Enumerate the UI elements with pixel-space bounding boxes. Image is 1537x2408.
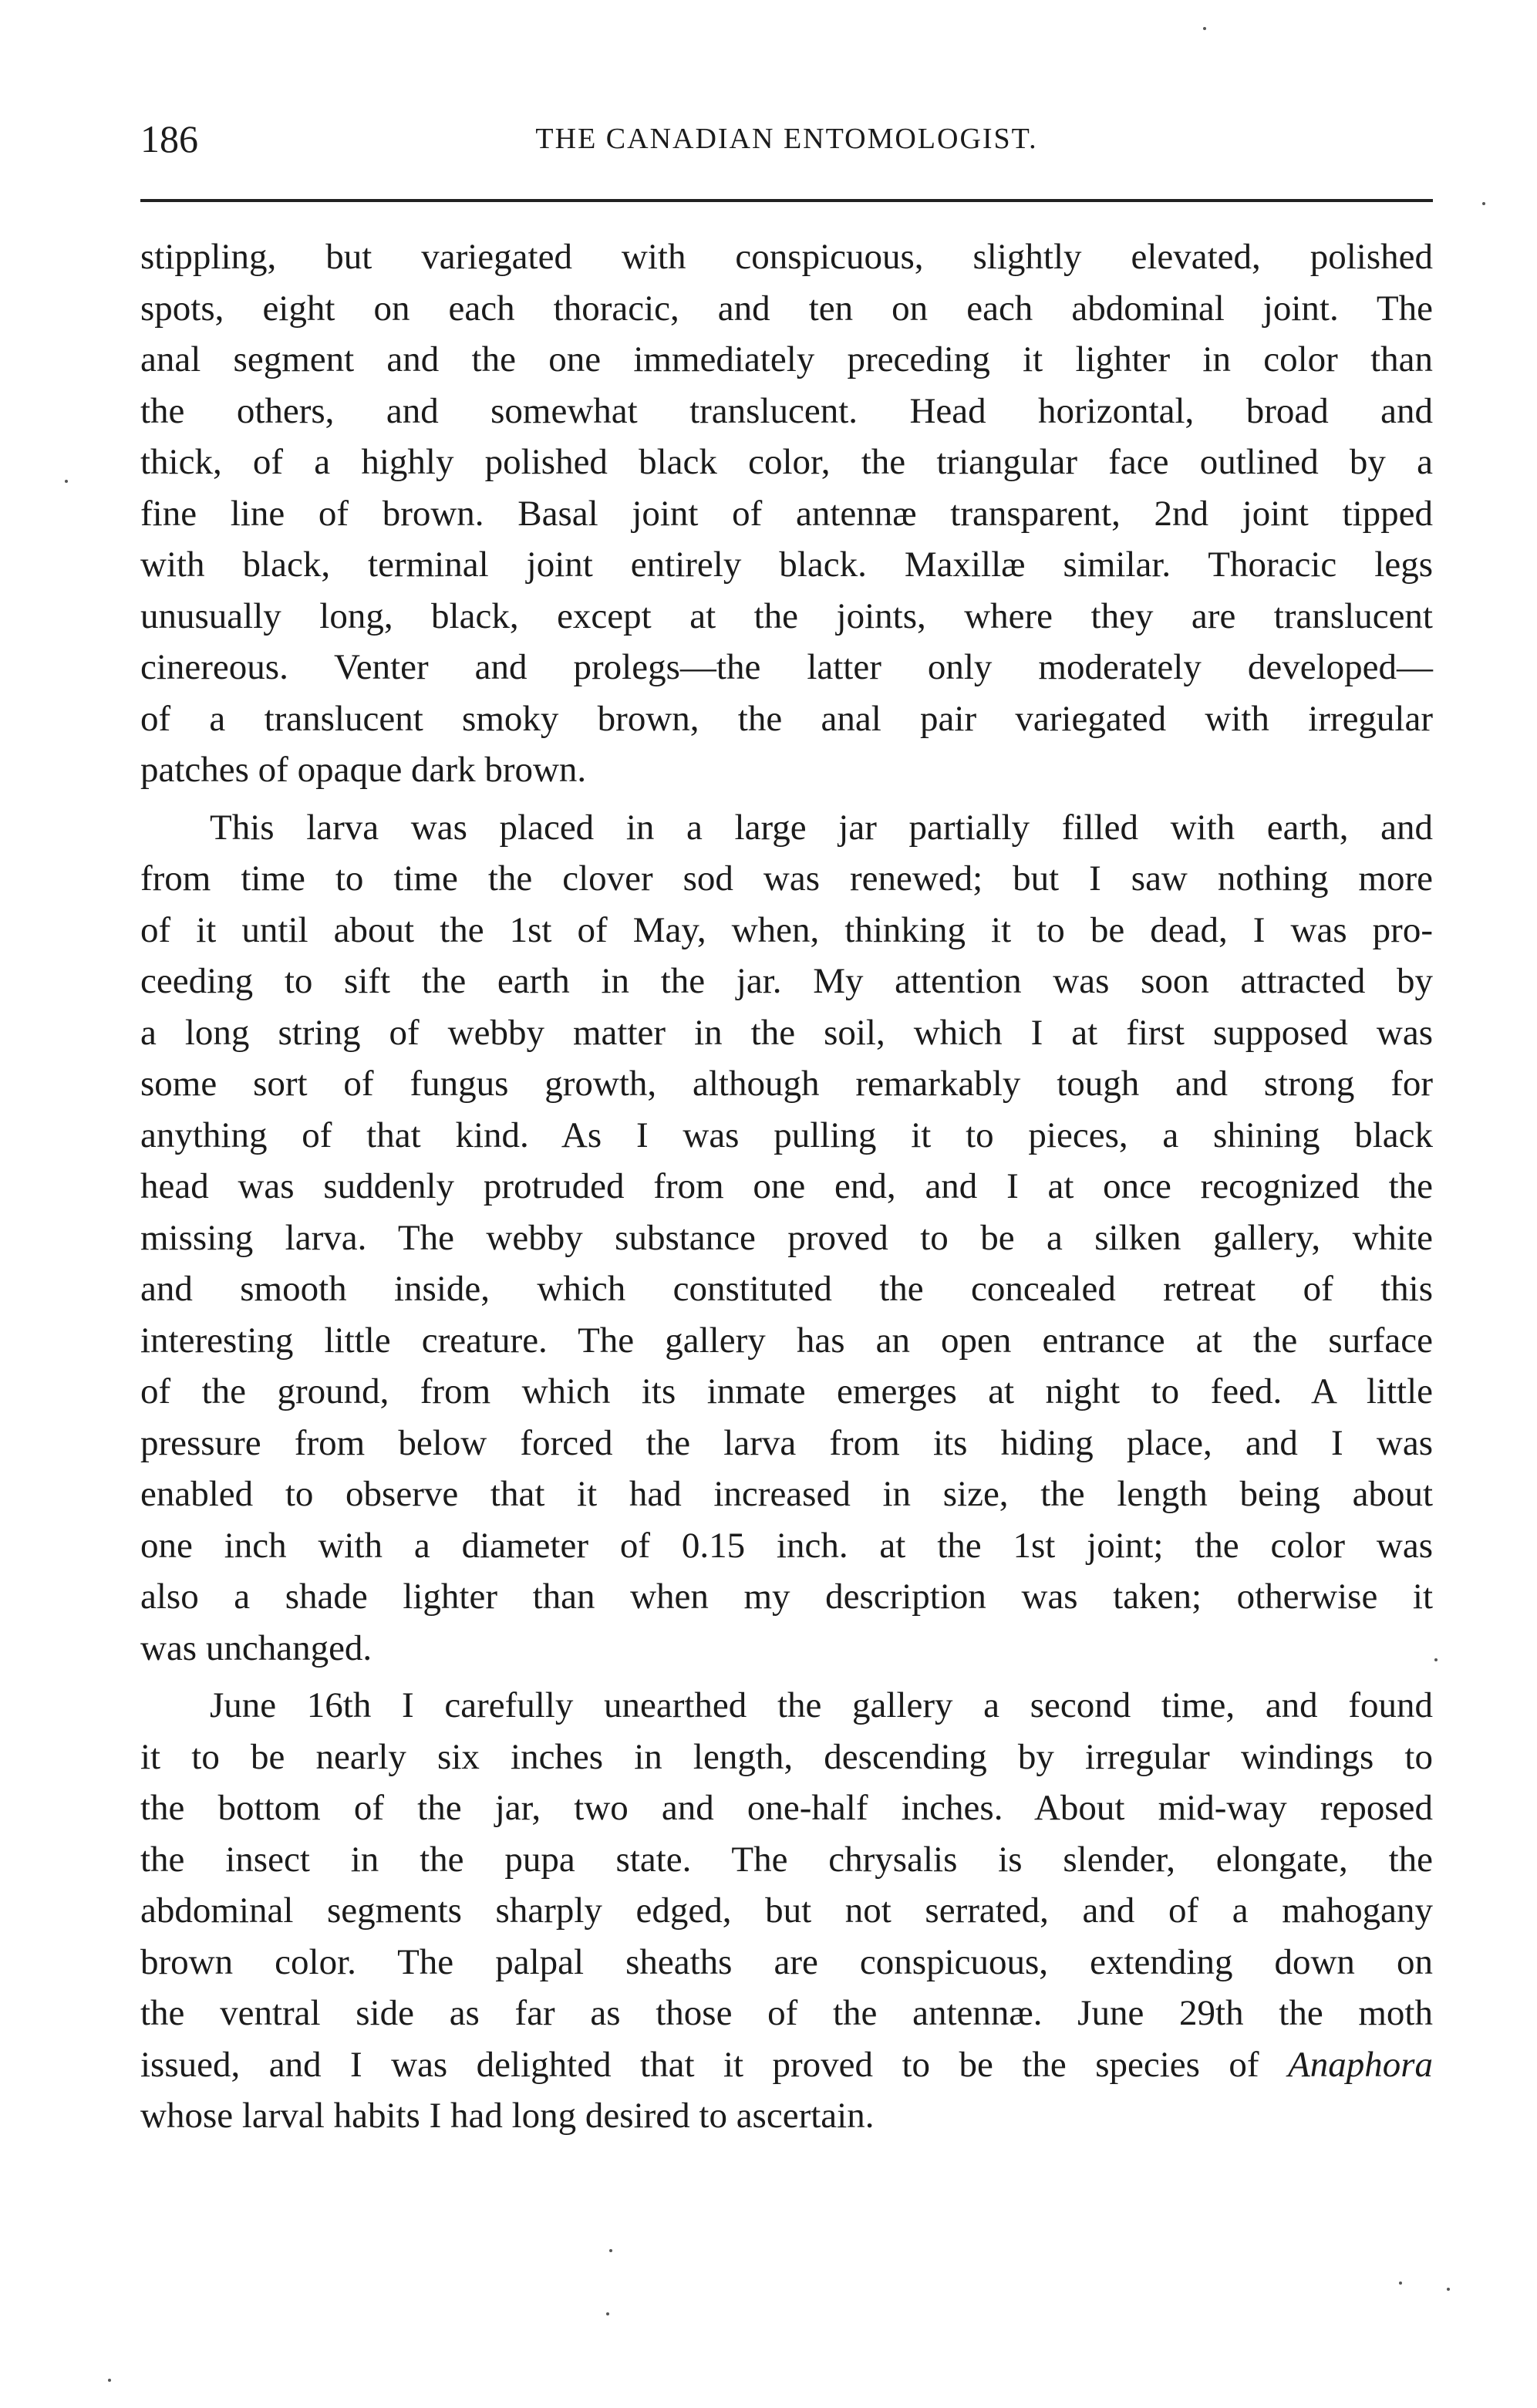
text-line: interesting little creature. The gallery has an open entrance at the surface (140, 1320, 1433, 1361)
text-line: one inch with a diameter of 0.15 inch. at the 1st joint; the color was (140, 1525, 1433, 1566)
text-line: the insect in the pupa state. The chrysalis is slender, elongate, the (140, 1839, 1433, 1880)
paragraph-1 (140, 231, 1433, 796)
scan-speck (1434, 1658, 1438, 1661)
text-line: missing larva. The webby substance proved to be a silken gallery, white (140, 1217, 1433, 1258)
text-line: and smooth inside, which constituted the concealed retreat of this (140, 1269, 1433, 1309)
scan-speck (609, 2249, 612, 2252)
text-line: anal segment and the one immediately preceding it lighter in color than (140, 339, 1433, 379)
text-line: unusually long, black, except at the joints, where they are translucent (140, 595, 1433, 636)
text-line: pressure from below forced the larva from its hiding place, and I was (140, 1422, 1433, 1463)
scan-speck (1203, 27, 1206, 30)
text-line: a long string of webby matter in the soil, which I at first supposed was (140, 1012, 1433, 1053)
text-line: patches of opaque dark brown. (140, 750, 587, 790)
paragraph-3 (140, 1680, 1433, 2142)
text-line: of a translucent smoky brown, the anal pair variegated with irregular (140, 698, 1433, 739)
scan-speck (1447, 2288, 1450, 2291)
text-line: the ventral side as far as those of the antennæ. June 29th the moth (140, 1993, 1433, 2033)
scan-speck (108, 2379, 111, 2382)
article-body (140, 231, 1433, 2142)
text-line: brown color. The palpal sheaths are conspicuous, extending down on (140, 1941, 1433, 1982)
text-line: with black, terminal joint entirely black. Maxillæ similar. Thoracic legs (140, 545, 1433, 585)
text-line: June 16th I carefully unearthed the gallery a second time, and found (210, 1685, 1433, 1725)
text-line: anything of that kind. As I was pulling it to pieces, a shining black (140, 1115, 1433, 1155)
text-line: it to be nearly six inches in length, descending by irregular windings to (140, 1736, 1433, 1777)
scan-speck (65, 480, 68, 483)
text-line: some sort of fungus growth, although remarkably tough and strong for (140, 1064, 1433, 1104)
text-line: also a shade lighter than when my description was taken; otherwise it (140, 1577, 1433, 1617)
text-line: enabled to observe that it had increased in size, the length being about (140, 1474, 1433, 1514)
text-line: was unchanged. (140, 1627, 372, 1668)
text-line: thick, of a highly polished black color, the triangular face outlined by a (140, 442, 1433, 482)
text-line: cinereous. Venter and prolegs—the latter only moderately developed— (140, 647, 1433, 687)
text-line: abdominal segments sharply edged, but not serrated, and of a mahogany (140, 1890, 1433, 1931)
scan-speck (1399, 2282, 1402, 2285)
text-line: fine line of brown. Basal joint of antennæ transparent, 2nd joint tipped (140, 493, 1433, 534)
text-line: the bottom of the jar, two and one-half inches. About mid-way reposed (140, 1788, 1433, 1828)
running-header (140, 116, 1433, 162)
text-line-with-taxon (140, 2039, 1433, 2091)
header-rule (140, 199, 1433, 202)
text-line: whose larval habits I had long desired to ascertain. (140, 2096, 875, 2136)
text-line-start: issued, and I was delighted that it proved to be the species of (140, 2044, 1259, 2085)
paragraph-2 (140, 802, 1433, 1674)
text-line: This larva was placed in a large jar partially filled with earth, and (210, 807, 1433, 848)
text-line: head was suddenly protruded from one end, and I at once recognized the (140, 1166, 1433, 1206)
text-line: the others, and somewhat translucent. Head horizontal, broad and (140, 390, 1433, 431)
scan-speck (606, 2312, 609, 2315)
text-line: from time to time the clover sod was renewed; but I saw nothing more (140, 858, 1433, 899)
taxon-name: Anaphora (1288, 2044, 1434, 2085)
text-line: spots, eight on each thoracic, and ten on each abdominal joint. The (140, 288, 1433, 329)
text-line: of it until about the 1st of May, when, thinking it to be dead, I was pro- (140, 909, 1433, 950)
scan-speck (1482, 202, 1485, 205)
running-title: THE CANADIAN ENTOMOLOGIST. (535, 123, 1038, 155)
text-line: ceeding to sift the earth in the jar. My attention was soon attracted by (140, 961, 1433, 1001)
text-line: stippling, but variegated with conspicuous, slightly elevated, polished (140, 237, 1433, 277)
text-line: of the ground, from which its inmate emerges at night to feed. A little (140, 1371, 1433, 1411)
page-number: 186 (140, 117, 198, 160)
